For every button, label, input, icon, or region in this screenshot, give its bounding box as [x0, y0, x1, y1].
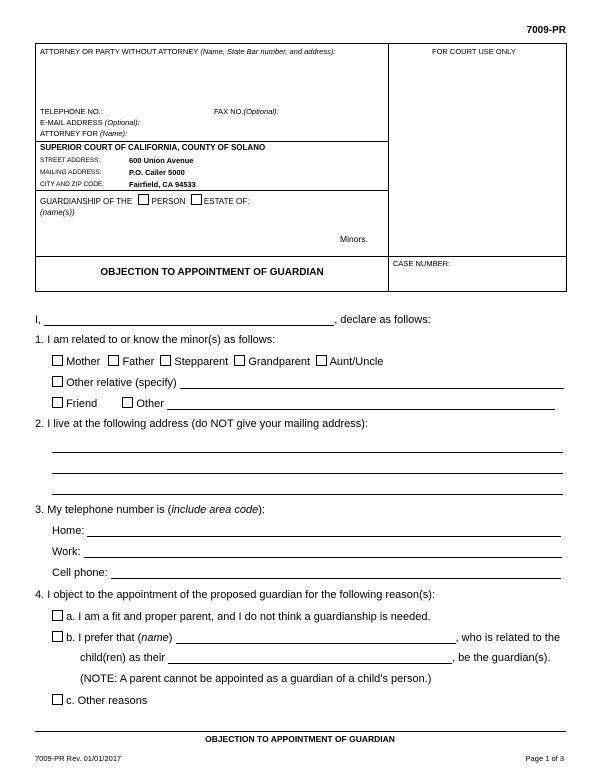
mailing-label: MAILING ADDRESS: [40, 169, 102, 176]
item-4: 4. I object to the appointment of the proposed guardian for the following reason(s): [35, 589, 435, 601]
mother-checkbox[interactable] [52, 355, 63, 366]
friend-checkbox[interactable] [52, 397, 63, 408]
item-3: 3. My telephone number is (include area code): [35, 504, 265, 516]
work-phone-field[interactable] [84, 546, 562, 558]
title-rule [35, 256, 566, 257]
city-value: Fairfield, CA 94533 [129, 180, 196, 189]
other-field[interactable] [167, 398, 555, 410]
other-checkbox[interactable] [122, 397, 133, 408]
address-line-3[interactable] [52, 494, 563, 495]
form-title: OBJECTION TO APPOINTMENT OF GUARDIAN [100, 267, 324, 278]
caption-divider [388, 43, 389, 291]
footer-title: OBJECTION TO APPOINTMENT OF GUARDIAN [205, 734, 395, 744]
court-name: SUPERIOR COURT OF CALIFORNIA, COUNTY OF SOLANO [40, 143, 266, 152]
telephone-label: TELEPHONE NO.: [40, 107, 103, 116]
relationship-field[interactable] [168, 652, 452, 664]
preferred-guardian-field[interactable] [176, 632, 456, 644]
court-use-label: FOR COURT USE ONLY [432, 47, 516, 56]
city-label: CITY AND ZIP CODE: [40, 181, 105, 188]
reason-a-row: a. I am a fit and proper parent, and I do not think a guardianship is needed. [52, 610, 431, 623]
estate-checkbox[interactable] [191, 194, 202, 205]
address-line-2[interactable] [52, 473, 563, 474]
reason-c-row: c. Other reasons [52, 694, 147, 707]
children-row: child(ren) as their , be the guardian(s). [80, 652, 551, 664]
cell-phone-field[interactable] [111, 567, 561, 579]
street-value: 600 Union Avenue [129, 156, 194, 165]
attorney-label: ATTORNEY OR PARTY WITHOUT ATTORNEY (Name, State Bar number, and address): [40, 47, 336, 56]
form-id: 7009-PR [526, 25, 566, 36]
attorney-for-label: ATTORNEY FOR (Name): [40, 129, 128, 138]
reason-b-row: b. I prefer that (name) , who is related to the [52, 631, 560, 644]
minors-label: Minors. [340, 234, 368, 244]
reason-a-checkbox[interactable] [52, 610, 63, 621]
email-label: E-MAIL ADDRESS (Optional): [40, 118, 140, 127]
names-hint: (name(s)) [40, 208, 75, 217]
footer-page: Page 1 of 3 [525, 754, 564, 763]
item-1: 1. I am related to or know the minor(s) as follows: [35, 334, 276, 346]
other-relative-row: Other relative (specify) [52, 376, 564, 389]
cell-phone-row: Cell phone: [52, 567, 561, 579]
declare-line: I, , declare as follows: [35, 314, 431, 326]
aunt-uncle-checkbox[interactable] [316, 355, 327, 366]
reason-b-checkbox[interactable] [52, 631, 63, 642]
person-checkbox[interactable] [138, 194, 149, 205]
person-label: PERSON [151, 197, 186, 206]
other-relative-field[interactable] [180, 377, 564, 389]
home-phone-row: Home: [52, 525, 561, 537]
stepparent-checkbox[interactable] [160, 355, 171, 366]
relations-row: Mother Father Stepparent Grandparent Aunt/Uncle [52, 355, 383, 368]
guardianship-line [40, 194, 249, 206]
mailing-value: P.O. Caller 5000 [129, 168, 185, 177]
caption-box [35, 43, 567, 292]
work-phone-row: Work: [52, 546, 562, 558]
father-checkbox[interactable] [108, 355, 119, 366]
reason-c-checkbox[interactable] [52, 694, 63, 705]
case-number-label: CASE NUMBER: [393, 259, 451, 268]
estate-label: ESTATE OF: [203, 197, 250, 206]
guardianship-rule [35, 190, 389, 191]
item-2: 2. I live at the following address (do NOT give your mailing address): [35, 418, 369, 430]
friend-other-row: Friend Other [52, 397, 555, 410]
guardianship-label: GUARDIANSHIP OF THE [40, 197, 133, 206]
court-rule [35, 141, 389, 142]
street-label: STREET ADDRESS: [40, 157, 101, 164]
declarant-name-field[interactable] [44, 314, 334, 326]
footer-rule [35, 731, 566, 732]
address-line-1[interactable] [52, 452, 563, 453]
grandparent-checkbox[interactable] [234, 355, 245, 366]
fax-label: FAX NO.(Optional): [214, 107, 279, 116]
note: (NOTE: A parent cannot be appointed as a guardian of a child’s person.) [80, 673, 432, 685]
other-relative-checkbox[interactable] [52, 376, 63, 387]
home-phone-field[interactable] [87, 525, 561, 537]
footer-rev: 7009-PR Rev. 01/01/2017 [35, 754, 122, 763]
